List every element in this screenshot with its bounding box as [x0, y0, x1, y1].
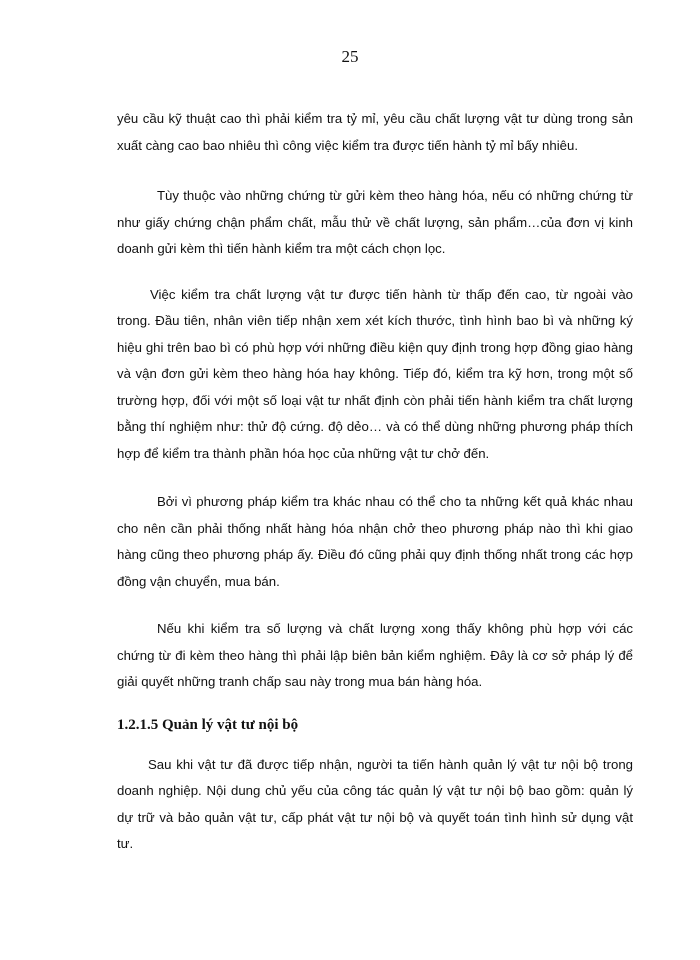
- page-number: 25: [341, 47, 359, 66]
- paragraph-4: Bởi vì phương pháp kiểm tra khác nhau có thể cho ta những kết quả khác nhau cho nên cần phải thống nhất hàng hóa nhận chở theo phương pháp nào thì khi giao hàng cũng theo phương pháp ấy. Điều đó cũng phải quy định thống nhất trong các hợp đồng vận chuyển, mua bán.: [117, 494, 633, 589]
- page-content: [117, 106, 633, 858]
- paragraph-3: Việc kiểm tra chất lượng vật tư được tiến hành từ thấp đến cao, từ ngoài vào trong. Đầu tiên, nhân viên tiếp nhận xem xét kích thước, tình hình bao bì và những ký hiệu ghi trên bao bì có phù hợp với những điều kiện quy định trong hợp đồng giao hàng và vận đơn gửi kèm theo hàng hóa hay không. Tiếp đó, kiểm tra kỹ hơn, trong một số trường hợp, đối với một số loại vật tư nhất định còn phải tiến hành kiểm tra chất lượng bằng thí nghiệm như: thử độ cứng. độ dẻo… và có thể dùng những phương pháp thích hợp để kiểm tra thành phần hóa học của những vật tư chở đến.: [117, 286, 633, 461]
- paragraph-5: Nếu khi kiểm tra số lượng và chất lượng xong thấy không phù hợp với các chứng từ đi kèm theo hàng thì phải lập biên bản kiểm nghiệm. Đây là cơ sở pháp lý để giải quyết những tranh chấp sau này trong mua bán hàng hóa.: [117, 621, 633, 689]
- paragraph-1: yêu cầu kỹ thuật cao thì phải kiểm tra tỷ mỉ, yêu cầu chất lượng vật tư dùng trong sản xuất càng cao bao nhiêu thì công việc kiểm tra được tiến hành tỷ mỉ bấy nhiêu.: [117, 111, 633, 153]
- paragraph-2: Tùy thuộc vào những chứng từ gửi kèm theo hàng hóa, nếu có những chứng từ như giấy chứng chận phẩm chất, mẫu thử về chất lượng, sản phẩm…của đơn vị kinh doanh gửi kèm thì tiến hành kiểm tra một cách chọn lọc.: [117, 188, 633, 256]
- section-heading: 1.2.1.5 Quản lý vật tư nội bộ: [117, 716, 299, 733]
- section-paragraph: Sau khi vật tư đã được tiếp nhận, người ta tiến hành quản lý vật tư nội bộ trong doanh nghiệp. Nội dung chủ yếu của công tác quản lý vật tư nội bộ bao gồm: quản lý dự trữ và bảo quản vật tư, cấp phát vật tư nội bộ và quyết toán tình hình sử dụng vật tư.: [117, 756, 633, 851]
